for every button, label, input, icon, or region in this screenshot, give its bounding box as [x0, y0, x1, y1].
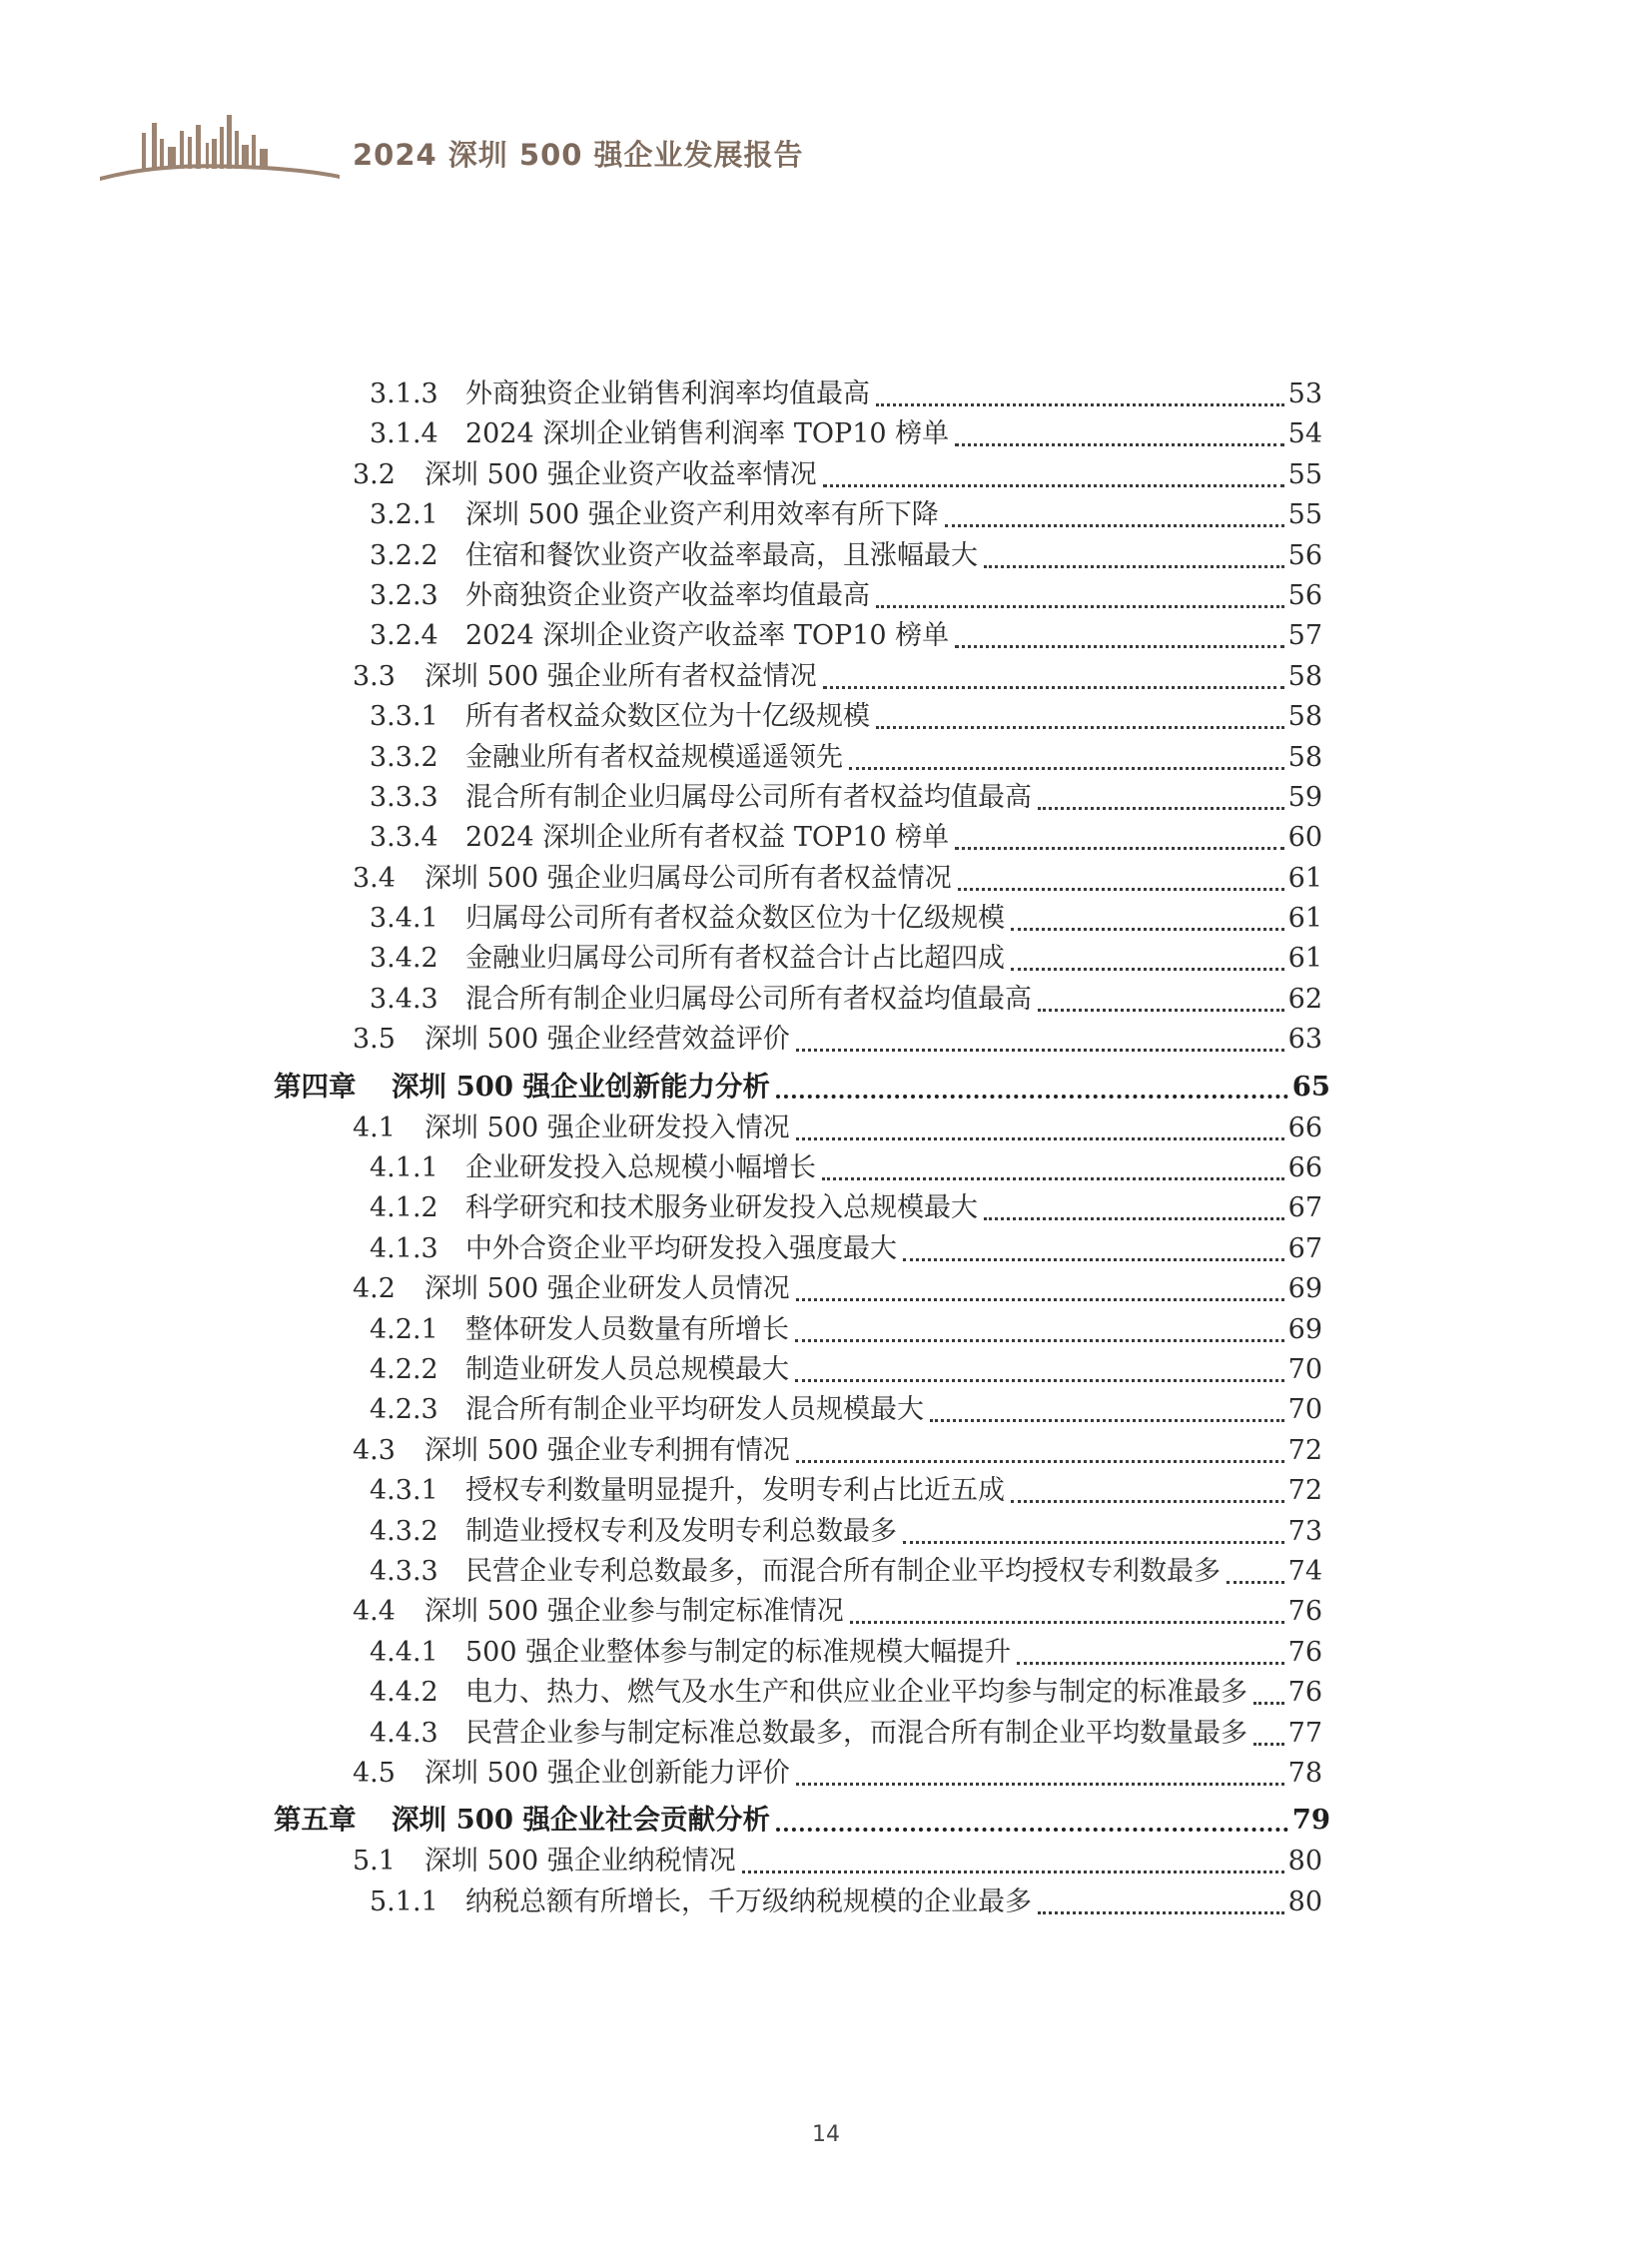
toc-entry-page: 74: [1287, 1555, 1322, 1587]
toc-entry[interactable]: [274, 1059, 1330, 1105]
toc-entry-number: 3.3: [353, 660, 396, 692]
toc-entry[interactable]: [353, 1590, 1322, 1630]
toc-dot-leader: [823, 483, 1284, 487]
toc-dot-leader: [1017, 1661, 1284, 1665]
toc-entry-number: 第四章: [274, 1070, 357, 1103]
city-skyline-logo: [100, 95, 340, 185]
toc-subsection-row[interactable]: [0, 1348, 1652, 1388]
toc-dot-leader: [742, 1869, 1284, 1873]
toc-dot-leader: [876, 725, 1284, 729]
toc-entry[interactable]: [370, 1510, 1322, 1550]
toc-entry-number: 4.1.2: [370, 1192, 438, 1224]
toc-dot-leader: [796, 1459, 1284, 1463]
toc-entry-title: 深圳 500 强企业纳税情况: [424, 1846, 736, 1877]
toc-entry-page: 65: [1291, 1070, 1330, 1103]
toc-entry[interactable]: [370, 776, 1322, 816]
toc-dot-leader: [776, 1094, 1288, 1099]
toc-section-row[interactable]: [0, 1752, 1652, 1792]
toc-subsection-row[interactable]: [0, 1510, 1652, 1550]
toc-entry[interactable]: [370, 1631, 1322, 1671]
toc-entry[interactable]: [370, 1186, 1322, 1226]
toc-subsection-row[interactable]: [0, 1631, 1652, 1671]
toc-entry-page: 56: [1287, 579, 1322, 611]
toc-entry-number: 4.1: [353, 1112, 396, 1143]
toc-entry-number: 5.1.1: [370, 1885, 438, 1917]
toc-entry-number: 3.3.3: [370, 781, 438, 813]
toc-entry-title: 500 强企业整体参与制定的标准规模大幅提升: [465, 1636, 1012, 1668]
toc-dot-leader: [796, 1136, 1284, 1140]
toc-entry-title: 制造业授权专利及发明专利总数最多: [465, 1515, 897, 1547]
toc-entry-page: 67: [1287, 1232, 1322, 1264]
toc-subsection-row[interactable]: [0, 493, 1652, 533]
toc-entry-title: 民营企业专利总数最多，而混合所有制企业平均授权专利数最多: [465, 1555, 1221, 1587]
toc-entry-title: 外商独资企业资产收益率均值最高: [465, 579, 870, 611]
toc-entry-page: 69: [1287, 1313, 1322, 1345]
toc-dot-leader: [795, 1378, 1284, 1382]
toc-entry[interactable]: [353, 1107, 1322, 1146]
toc-subsection-row[interactable]: [0, 736, 1652, 776]
toc-subsection-row[interactable]: [0, 897, 1652, 937]
toc-entry-title: 混合所有制企业平均研发人员规模最大: [465, 1394, 924, 1426]
toc-entry-page: 56: [1287, 539, 1322, 571]
toc-dot-leader: [955, 846, 1284, 850]
toc-entry[interactable]: [353, 857, 1322, 897]
toc-entry-title: 电力、热力、燃气及水生产和供应业企业平均参与制定的标准最多: [465, 1677, 1247, 1709]
toc-entry-title: 制造业研发人员总规模最大: [465, 1353, 789, 1385]
toc-entry-page: 58: [1287, 701, 1322, 733]
toc-entry[interactable]: [370, 978, 1322, 1018]
toc-entry-page: 70: [1287, 1353, 1322, 1385]
toc-entry-number: 4.3.2: [370, 1515, 438, 1547]
toc-entry-number: 4.3.3: [370, 1555, 438, 1587]
toc-entry-number: 3.2.2: [370, 539, 438, 571]
toc-entry[interactable]: [353, 453, 1322, 493]
toc-subsection-row[interactable]: [0, 412, 1652, 452]
toc-section-row[interactable]: [0, 1429, 1652, 1469]
toc-entry-title: 外商独资企业销售利润率均值最高: [465, 378, 870, 409]
toc-entry-number: 3.1.4: [370, 418, 438, 450]
toc-entry-title: 深圳 500 强企业资产收益率情况: [424, 458, 817, 490]
toc-subsection-row[interactable]: [0, 614, 1652, 654]
toc-dot-leader: [984, 564, 1284, 568]
toc-section-row[interactable]: [0, 1840, 1652, 1879]
toc-dot-leader: [955, 442, 1284, 446]
toc-subsection-row[interactable]: [0, 574, 1652, 614]
toc-entry-number: 第五章: [274, 1804, 357, 1837]
toc-section-row[interactable]: [0, 453, 1652, 493]
toc-entry[interactable]: [370, 1469, 1322, 1509]
toc-entry-page: 67: [1287, 1192, 1322, 1224]
toc-entry-title: 深圳 500 强企业参与制定标准情况: [424, 1596, 844, 1628]
toc-entry[interactable]: [353, 1018, 1322, 1058]
toc-entry-page: 60: [1287, 822, 1322, 854]
toc-section-row[interactable]: [0, 1267, 1652, 1307]
toc-entry[interactable]: [370, 412, 1322, 452]
toc-subsection-row[interactable]: [0, 1712, 1652, 1752]
toc-entry[interactable]: [370, 1550, 1322, 1590]
toc-entry-number: 5.1: [353, 1846, 396, 1877]
toc-dot-leader: [1253, 1701, 1284, 1705]
toc-entry-title: 深圳 500 强企业专利拥有情况: [424, 1434, 790, 1466]
toc-dot-leader: [1253, 1742, 1284, 1746]
toc-entry-title: 深圳 500 强企业所有者权益情况: [424, 660, 817, 692]
toc-entry-title: 整体研发人员数量有所增长: [465, 1313, 789, 1345]
toc-entry-number: 4.2: [353, 1273, 396, 1305]
toc-entry-page: 55: [1287, 458, 1322, 490]
toc-dot-leader: [796, 1782, 1284, 1786]
toc-chapter-row[interactable]: [0, 1792, 1652, 1840]
toc-dot-leader: [903, 1257, 1284, 1261]
toc-entry-title: 2024 深圳企业资产收益率 TOP10 榜单: [465, 620, 950, 652]
toc-entry-number: 3.3.2: [370, 741, 438, 773]
toc-entry-number: 4.1.3: [370, 1232, 438, 1264]
toc-entry[interactable]: [370, 736, 1322, 776]
toc-dot-leader: [1227, 1580, 1284, 1584]
toc-subsection-row[interactable]: [0, 1146, 1652, 1186]
toc-dot-leader: [849, 766, 1284, 770]
toc-entry[interactable]: [370, 1388, 1322, 1428]
toc-entry-page: 72: [1287, 1434, 1322, 1466]
toc-chapter-row[interactable]: [0, 1059, 1652, 1107]
toc-subsection-row[interactable]: [0, 816, 1652, 856]
toc-entry-page: 61: [1287, 943, 1322, 975]
toc-entry[interactable]: [353, 1752, 1322, 1792]
toc-entry[interactable]: [370, 1348, 1322, 1388]
toc-entry[interactable]: [370, 897, 1322, 937]
toc-subsection-row[interactable]: [0, 1469, 1652, 1509]
toc-dot-leader: [1011, 927, 1284, 931]
toc-entry-number: 4.3: [353, 1434, 396, 1466]
toc-section-row[interactable]: [0, 655, 1652, 695]
toc-entry[interactable]: [370, 1146, 1322, 1186]
toc-entry-number: 4.2.3: [370, 1394, 438, 1426]
toc-dot-leader: [984, 1216, 1284, 1220]
toc-section-row[interactable]: [0, 1590, 1652, 1630]
toc-entry-page: 63: [1287, 1024, 1322, 1056]
toc-entry[interactable]: [370, 534, 1322, 574]
toc-entry-title: 深圳 500 强企业经营效益评价: [424, 1024, 790, 1056]
toc-entry-page: 61: [1287, 862, 1322, 894]
toc-entry-number: 3.3.4: [370, 822, 438, 854]
toc-entry-title: 中外合资企业平均研发投入强度最大: [465, 1232, 897, 1264]
toc-entry-page: 66: [1287, 1152, 1322, 1184]
toc-entry-page: 73: [1287, 1515, 1322, 1547]
toc-entry-page: 69: [1287, 1273, 1322, 1305]
toc-entry-number: 3.4.1: [370, 903, 438, 935]
toc-entry[interactable]: [370, 614, 1322, 654]
toc-entry[interactable]: [370, 1671, 1322, 1711]
toc-dot-leader: [945, 523, 1284, 527]
toc-entry-title: 科学研究和技术服务业研发投入总规模最大: [465, 1192, 978, 1224]
toc-entry-page: 55: [1287, 499, 1322, 531]
toc-subsection-row[interactable]: [0, 695, 1652, 735]
toc-subsection-row[interactable]: [0, 776, 1652, 816]
toc-dot-leader: [1038, 806, 1284, 810]
toc-dot-leader: [823, 685, 1284, 689]
toc-entry-page: 76: [1287, 1677, 1322, 1709]
toc-entry-number: 4.5: [353, 1757, 396, 1789]
toc-entry-page: 62: [1287, 983, 1322, 1015]
toc-dot-leader: [822, 1176, 1284, 1180]
toc-entry-number: 3.4: [353, 862, 396, 894]
toc-entry-title: 2024 深圳企业销售利润率 TOP10 榜单: [465, 418, 950, 450]
page-number: 14: [812, 2122, 840, 2147]
table-of-contents: [0, 373, 1652, 1920]
toc-entry-title: 深圳 500 强企业资产利用效率有所下降: [465, 499, 939, 531]
toc-entry-title: 住宿和餐饮业资产收益率最高，且涨幅最大: [465, 539, 978, 571]
toc-dot-leader: [796, 1297, 1284, 1301]
toc-entry-number: 3.1.3: [370, 378, 438, 409]
toc-entry-page: 77: [1287, 1717, 1322, 1749]
toc-entry-page: 80: [1287, 1885, 1322, 1917]
toc-entry-number: 4.4.1: [370, 1636, 438, 1668]
toc-dot-leader: [876, 402, 1284, 406]
toc-dot-leader: [1011, 1499, 1284, 1503]
toc-entry-page: 76: [1287, 1636, 1322, 1668]
toc-entry-number: 3.2.3: [370, 579, 438, 611]
toc-entry-title: 归属母公司所有者权益众数区位为十亿级规模: [465, 903, 1005, 935]
toc-subsection-row[interactable]: [0, 534, 1652, 574]
toc-dot-leader: [776, 1827, 1288, 1832]
toc-dot-leader: [1038, 1008, 1284, 1012]
toc-entry-title: 深圳 500 强企业社会贡献分析: [392, 1804, 771, 1837]
toc-subsection-row[interactable]: [0, 937, 1652, 977]
toc-entry-title: 企业研发投入总规模小幅增长: [465, 1152, 816, 1184]
toc-entry-title: 所有者权益众数区位为十亿级规模: [465, 701, 870, 733]
toc-entry-page: 58: [1287, 741, 1322, 773]
toc-subsection-row[interactable]: [0, 1388, 1652, 1428]
toc-entry-title: 深圳 500 强企业研发投入情况: [424, 1112, 790, 1143]
report-title: 2024 深圳 500 强企业发展报告: [353, 138, 804, 172]
toc-subsection-row[interactable]: [0, 373, 1652, 412]
toc-entry-page: 58: [1287, 660, 1322, 692]
toc-entry-page: 66: [1287, 1112, 1322, 1143]
toc-entry-number: 3.3.1: [370, 701, 438, 733]
toc-subsection-row[interactable]: [0, 1550, 1652, 1590]
toc-entry-title: 民营企业参与制定标准总数最多，而混合所有制企业平均数量最多: [465, 1717, 1247, 1749]
toc-entry-number: 4.2.2: [370, 1353, 438, 1385]
toc-entry-page: 70: [1287, 1394, 1322, 1426]
toc-entry-number: 4.4.3: [370, 1717, 438, 1749]
toc-subsection-row[interactable]: [0, 1308, 1652, 1348]
toc-entry-title: 深圳 500 强企业创新能力评价: [424, 1757, 790, 1789]
toc-dot-leader: [958, 887, 1284, 891]
toc-entry-title: 深圳 500 强企业归属母公司所有者权益情况: [424, 862, 952, 894]
toc-entry[interactable]: [370, 373, 1322, 412]
toc-entry-page: 53: [1287, 378, 1322, 409]
toc-entry-number: 3.4.3: [370, 983, 438, 1015]
toc-entry-page: 54: [1287, 418, 1322, 450]
toc-entry[interactable]: [370, 493, 1322, 533]
toc-dot-leader: [850, 1620, 1284, 1624]
toc-entry-number: 4.3.1: [370, 1475, 438, 1507]
toc-subsection-row[interactable]: [0, 1880, 1652, 1920]
toc-entry-page: 78: [1287, 1757, 1322, 1789]
toc-entry[interactable]: [353, 1840, 1322, 1879]
toc-entry[interactable]: [370, 1880, 1322, 1920]
toc-entry-number: 4.1.1: [370, 1152, 438, 1184]
toc-entry[interactable]: [370, 574, 1322, 614]
toc-entry[interactable]: [370, 1227, 1322, 1267]
toc-entry-title: 授权专利数量明显提升，发明专利占比近五成: [465, 1475, 1005, 1507]
toc-dot-leader: [876, 604, 1284, 608]
toc-entry[interactable]: [370, 1308, 1322, 1348]
toc-subsection-row[interactable]: [0, 1227, 1652, 1267]
toc-entry[interactable]: [353, 1267, 1322, 1307]
toc-entry-number: 3.5: [353, 1024, 396, 1056]
toc-dot-leader: [796, 1048, 1284, 1052]
toc-entry-number: 4.4: [353, 1596, 396, 1628]
toc-dot-leader: [930, 1418, 1284, 1422]
toc-entry-title: 2024 深圳企业所有者权益 TOP10 榜单: [465, 822, 950, 854]
toc-section-row[interactable]: [0, 857, 1652, 897]
toc-subsection-row[interactable]: [0, 978, 1652, 1018]
toc-subsection-row[interactable]: [0, 1671, 1652, 1711]
toc-section-row[interactable]: [0, 1018, 1652, 1058]
toc-entry-title: 混合所有制企业归属母公司所有者权益均值最高: [465, 983, 1032, 1015]
toc-entry-title: 金融业归属母公司所有者权益合计占比超四成: [465, 943, 1005, 975]
toc-entry-number: 4.2.1: [370, 1313, 438, 1345]
toc-dot-leader: [1011, 967, 1284, 971]
toc-entry-number: 3.2.4: [370, 620, 438, 652]
toc-entry-page: 59: [1287, 781, 1322, 813]
toc-entry[interactable]: [370, 1712, 1322, 1752]
toc-dot-leader: [955, 644, 1284, 648]
toc-entry[interactable]: [353, 1429, 1322, 1469]
toc-entry-number: 3.4.2: [370, 943, 438, 975]
toc-entry-title: 深圳 500 强企业研发人员情况: [424, 1273, 790, 1305]
toc-entry-number: 3.2: [353, 458, 396, 490]
toc-entry-number: 3.2.1: [370, 499, 438, 531]
toc-subsection-row[interactable]: [0, 1186, 1652, 1226]
toc-entry[interactable]: [370, 816, 1322, 856]
page-header: [100, 95, 999, 185]
toc-entry[interactable]: [274, 1792, 1330, 1838]
toc-entry-page: 79: [1291, 1804, 1330, 1837]
toc-entry-title: 深圳 500 强企业创新能力分析: [392, 1070, 771, 1103]
toc-entry-title: 混合所有制企业归属母公司所有者权益均值最高: [465, 781, 1032, 813]
toc-entry-page: 80: [1287, 1846, 1322, 1877]
toc-entry-number: 4.4.2: [370, 1677, 438, 1709]
toc-entry[interactable]: [370, 695, 1322, 735]
toc-entry-title: 金融业所有者权益规模遥遥领先: [465, 741, 843, 773]
toc-dot-leader: [903, 1540, 1284, 1544]
toc-entry-page: 76: [1287, 1596, 1322, 1628]
toc-dot-leader: [795, 1338, 1284, 1342]
toc-entry[interactable]: [370, 937, 1322, 977]
toc-entry[interactable]: [353, 655, 1322, 695]
toc-entry-page: 72: [1287, 1475, 1322, 1507]
toc-entry-page: 61: [1287, 903, 1322, 935]
toc-dot-leader: [1038, 1910, 1284, 1914]
toc-section-row[interactable]: [0, 1107, 1652, 1146]
toc-entry-title: 纳税总额有所增长，千万级纳税规模的企业最多: [465, 1885, 1032, 1917]
toc-entry-page: 57: [1287, 620, 1322, 652]
